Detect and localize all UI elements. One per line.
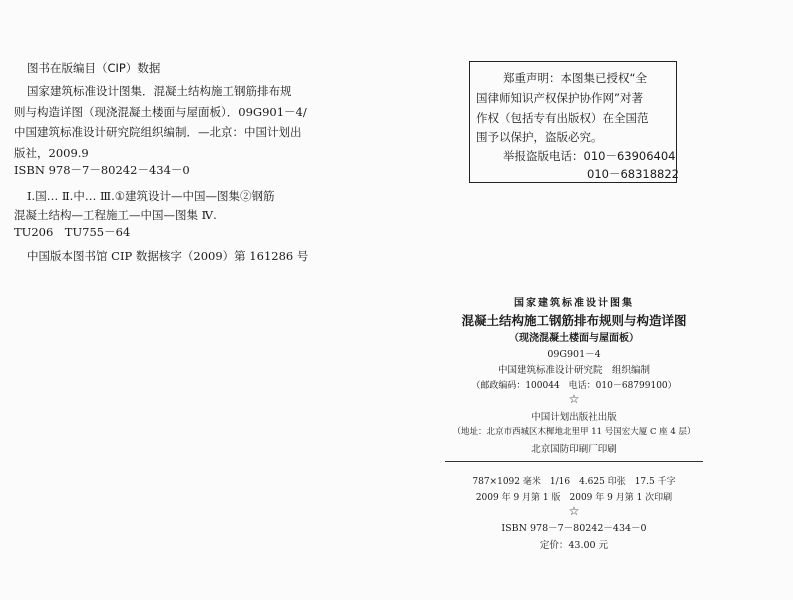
colophon-code: 09G901－4 xyxy=(547,349,601,360)
star-divider-icon: ☆ xyxy=(568,392,580,406)
colophon-price: 定价：43.00 元 xyxy=(539,540,609,551)
cip-desc-line-2: 则与构造详图（现浇混凝土楼面与屋面板）．09G901－4/ xyxy=(14,105,307,119)
colophon-address: （地址：北京市西城区木樨地北里甲 11 号国宏大厦 C 座 4 层） xyxy=(452,427,696,437)
colophon-subtitle: （现浇混凝土楼面与屋面板） xyxy=(509,333,639,344)
cip-classification-line-3: TU206 TU755－64 xyxy=(14,225,131,239)
cip-classification-line-2: 混凝土结构—工程施工—中国—图集 Ⅳ. xyxy=(14,208,217,222)
star-divider-icon: ☆ xyxy=(568,504,580,518)
notice-line-4: 围予以保护，盗版必究。 xyxy=(476,130,603,144)
colophon-isbn: ISBN 978－7－80242－434－0 xyxy=(501,523,647,534)
notice-line-3: 作权（包括专有出版权）在全国范 xyxy=(476,111,649,125)
copyright-notice-box xyxy=(469,61,677,183)
colophon-title: 混凝土结构施工钢筋排布规则与构造详图 xyxy=(461,313,687,328)
notice-line-2: 国律师知识产权保护协作网”对著 xyxy=(476,91,643,105)
hotline-phone-1: 010－63906404 xyxy=(583,149,676,163)
colophon-series: 国家建筑标准设计图集 xyxy=(514,298,634,309)
cip-isbn: ISBN 978－7－80242－434－0 xyxy=(14,163,190,177)
colophon-organizer: 中国建筑标准设计研究院 组织编制 xyxy=(497,365,650,376)
hotline-label: 举报盗版电话： xyxy=(503,149,584,163)
cip-desc-line-4: 版社，2009.9 xyxy=(14,146,89,160)
cip-record-number: 中国版本图书馆 CIP 数据核字（2009）第 161286 号 xyxy=(27,249,309,263)
cip-title: 图书在版编目（CIP）数据 xyxy=(27,61,161,75)
cip-desc-line-1: 国家建筑标准设计图集．混凝土结构施工钢筋排布规 xyxy=(27,84,292,98)
cip-desc-line-3: 中国建筑标准设计研究院组织编制．—北京：中国计划出 xyxy=(14,125,302,139)
cip-classification-line-1: Ⅰ.国… Ⅱ.中… Ⅲ.①建筑设计—中国—图集②钢筋 xyxy=(27,189,275,203)
colophon-publisher: 中国计划出版社出版 xyxy=(531,412,617,423)
notice-hotline xyxy=(503,148,675,164)
colophon-divider xyxy=(445,461,703,462)
notice-line-1: 郑重声明：本图集已授权“全 xyxy=(503,71,647,85)
colophon-postal-info: （邮政编码：100044 电话：010－68799100） xyxy=(471,381,677,391)
colophon-printer: 北京国防印刷厂印刷 xyxy=(531,444,617,455)
colophon-spec: 787×1092 毫米 1/16 4.625 印张 17.5 千字 xyxy=(472,477,676,487)
hotline-phone-2: 010－68318822 xyxy=(587,167,679,181)
colophon-edition: 2009 年 9 月第 1 版 2009 年 9 月第 1 次印刷 xyxy=(475,493,673,503)
